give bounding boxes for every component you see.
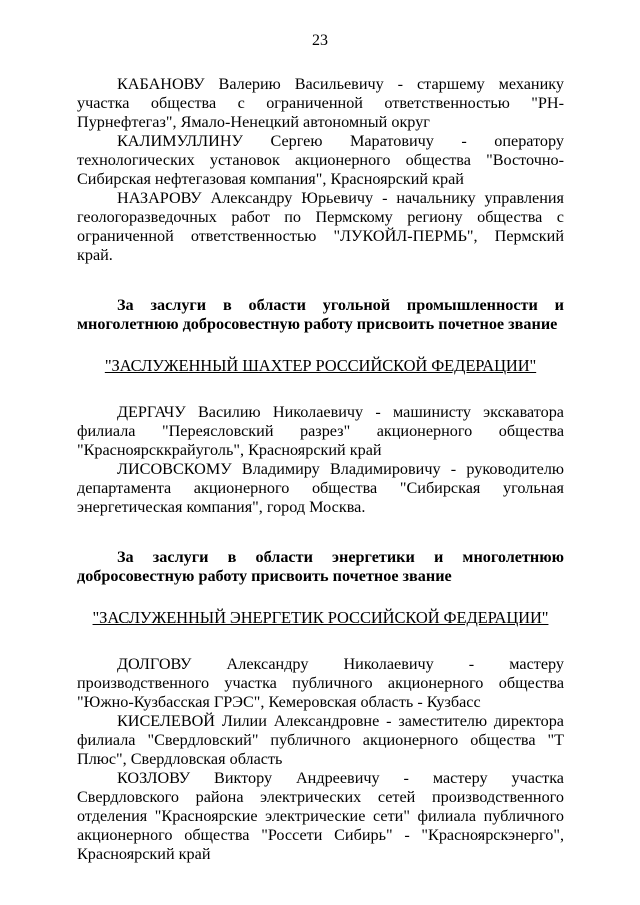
decree-coal: За заслуги в области угольной промышленности и многолетнюю добросовестную работу присвоить почетное звание (77, 296, 564, 333)
page-number: 23 (312, 32, 328, 49)
award-entry-dergach: ДЕРГАЧУ Василию Николаевичу - машинисту экскаватора филиала "Переясловский разрез" акционерного общества "Красноярсккрайуголь", Красноярский край (77, 403, 564, 459)
award-entry-dolgov: ДОЛГОВУ Александру Николаевичу - мастеру производственного участка публичного акционерного общества "Южно-Кузбасская ГРЭС", Кемеровская область - Кузбасс (77, 655, 564, 711)
document-body (77, 75, 564, 864)
title-honored-energetic: "ЗАСЛУЖЕННЫЙ ЭНЕРГЕТИК РОССИЙСКОЙ ФЕДЕРАЦИИ" (92, 608, 549, 627)
award-entry-kozlov: КОЗЛОВУ Виктору Андреевичу - мастеру участка Свердловского района электрических сетей производственного отделения "Красноярские электрические сети" филиала публичного акционерного общества "Россети Сибирь" - "Красноярскэнерго", Красноярский край (77, 769, 564, 863)
award-entry-kabanov: КАБАНОВУ Валерию Васильевичу - старшему механику участка общества с ограниченной ответственностью "РН-Пурнефтегаз", Ямало-Ненецкий автономный округ (77, 75, 564, 131)
award-entry-lisovsky: ЛИСОВСКОМУ Владимиру Владимировичу - руководителю департамента акционерного общества "Сибирская угольная энергетическая компания", город Москва. (77, 460, 564, 516)
award-entry-kiseleva: КИСЕЛЕВОЙ Лилии Александровне - заместителю директора филиала "Свердловский" публичного акционерного общества "Т Плюс", Свердловская область (77, 712, 564, 768)
award-entry-kalimullin: КАЛИМУЛЛИНУ Сергею Маратовичу - оператору технологических установок акционерного общества "Восточно-Сибирская нефтегазовая компания", Красноярский край (77, 132, 564, 188)
award-entry-nazarov: НАЗАРОВУ Александру Юрьевичу - начальнику управления геологоразведочных работ по Пермскому региону общества с ограниченной ответственностью "ЛУКОЙЛ-ПЕРМЬ", Пермский край. (77, 189, 564, 264)
decree-energy: За заслуги в области энергетики и многолетнюю добросовестную работу присвоить почетное звание (77, 548, 564, 585)
title-honored-miner: "ЗАСЛУЖЕННЫЙ ШАХТЕР РОССИЙСКОЙ ФЕДЕРАЦИИ" (104, 356, 537, 375)
